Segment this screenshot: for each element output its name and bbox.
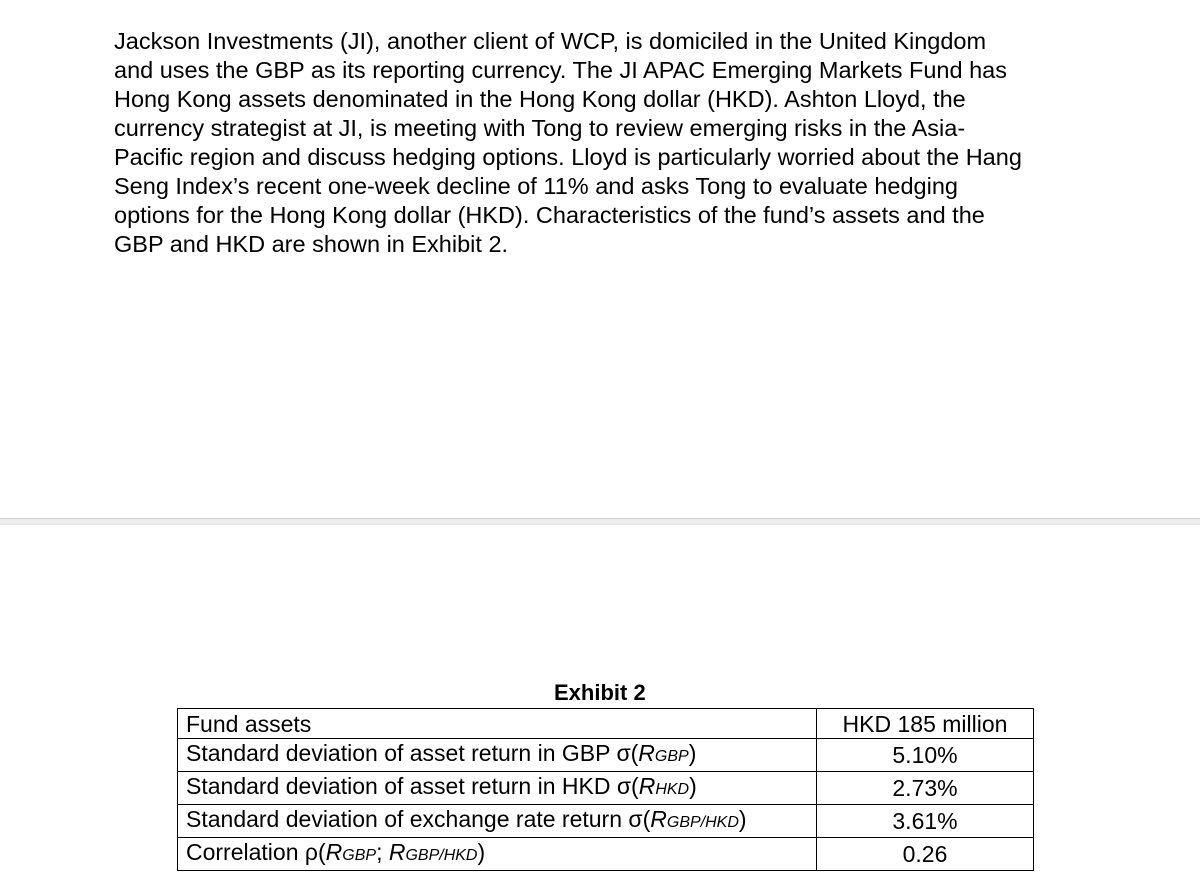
passage-line: currency strategist at JI, is meeting with Tong to review emerging risks in the Asia- <box>114 115 966 141</box>
label-text: ; <box>376 839 389 865</box>
return-symbol: R <box>325 839 343 865</box>
passage-line: and uses the GBP as its reporting currency. The JI APAC Emerging Markets Fund has <box>114 57 1007 83</box>
return-subscript: GBP <box>342 847 377 864</box>
label-text: ) <box>477 839 486 865</box>
return-subscript: GBP/HKD <box>666 814 739 831</box>
row-value: HKD 185 million <box>817 709 1034 739</box>
return-subscript: GBP/HKD <box>405 847 478 864</box>
case-passage <box>114 27 1104 259</box>
passage-line: Jackson Investments (JI), another client of WCP, is domiciled in the United Kingdom <box>114 28 987 54</box>
return-subscript: GBP <box>654 748 689 765</box>
row-label <box>178 739 817 772</box>
label-text: ) <box>689 773 697 799</box>
label-text: Standard deviation of asset return in GBP σ( <box>186 740 639 766</box>
exhibit-title: Exhibit 2 <box>554 680 646 705</box>
row-label <box>178 838 817 871</box>
page-separator <box>0 518 1200 525</box>
return-symbol: R <box>650 806 667 832</box>
label-text: ) <box>688 740 697 766</box>
table-row <box>178 838 1034 871</box>
label-text: ) <box>738 806 747 832</box>
row-value: 0.26 <box>817 838 1034 871</box>
row-value: 5.10% <box>817 739 1034 772</box>
label-text: Standard deviation of exchange rate return σ( <box>186 806 651 832</box>
passage-line: Hong Kong assets denominated in the Hong Kong dollar (HKD). Ashton Lloyd, the <box>114 86 966 112</box>
passage-line: GBP and HKD are shown in Exhibit 2. <box>114 231 509 257</box>
label-text: Standard deviation of asset return in HKD σ( <box>186 773 639 799</box>
table-row <box>178 772 1034 805</box>
table-row <box>178 739 1034 772</box>
row-value: 2.73% <box>817 772 1034 805</box>
row-label <box>178 772 817 805</box>
label-text: Correlation ρ( <box>186 839 326 865</box>
table-row <box>178 709 1034 739</box>
return-symbol: R <box>388 839 406 865</box>
return-symbol: R <box>638 773 656 799</box>
return-subscript: HKD <box>655 781 690 798</box>
exhibit-table <box>177 708 1034 871</box>
passage-line: Pacific region and discuss hedging options. Lloyd is particularly worried about the Hang <box>114 144 1022 170</box>
row-label: Fund assets <box>178 709 817 739</box>
row-label <box>178 805 817 838</box>
passage-line: Seng Index’s recent one-week decline of 11% and asks Tong to evaluate hedging <box>114 173 958 199</box>
passage-line: options for the Hong Kong dollar (HKD). Characteristics of the fund’s assets and the <box>114 202 985 228</box>
row-value: 3.61% <box>817 805 1034 838</box>
table-row <box>178 805 1034 838</box>
return-symbol: R <box>638 740 655 766</box>
